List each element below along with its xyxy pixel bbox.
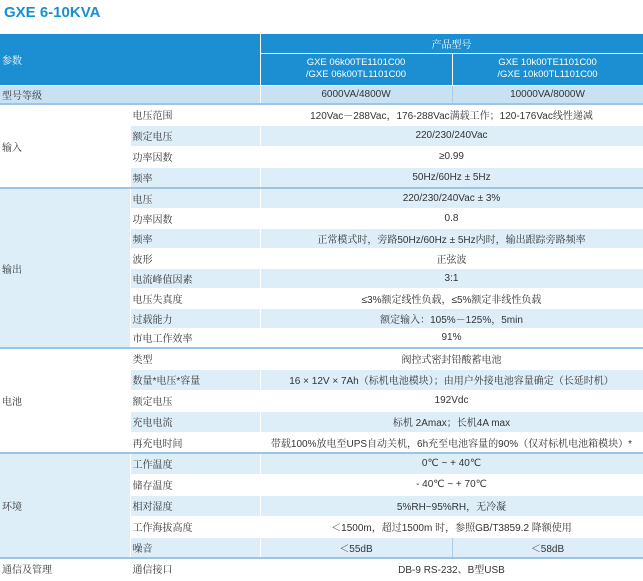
- output-row-value: ≤3%额定线性负载，≤5%额定非线性负载: [260, 288, 643, 308]
- output-row-value: 91%: [260, 328, 643, 348]
- environment-row-name: 相对湿度: [130, 495, 260, 516]
- environment-row: [0, 453, 643, 474]
- output-row-name: 电压失真度: [130, 288, 260, 308]
- input-row: [0, 104, 643, 125]
- rating-label: 型号等级: [0, 85, 260, 104]
- output-row-name: 波形: [130, 248, 260, 268]
- battery-row-value: 标机 2Amax；长机4A max: [260, 411, 643, 432]
- comm-category: 通信及管理: [0, 558, 130, 578]
- page-title: GXE 6-10KVA: [4, 4, 101, 21]
- output-row-value: 额定输入：105%－125%，5min: [260, 308, 643, 328]
- noise-label: 噪音: [130, 537, 260, 558]
- output-row-name: 频率: [130, 228, 260, 248]
- noise-a: ＜55dB: [260, 537, 452, 558]
- comm-row: [0, 558, 643, 578]
- table-header-row: [0, 34, 643, 53]
- battery-row-name: 类型: [130, 348, 260, 369]
- input-row-name: 额定电压: [130, 125, 260, 146]
- comm-row-value: DB-9 RS-232、B型USB: [260, 558, 643, 578]
- battery-category: 电池: [0, 348, 130, 453]
- model-b-line1: GXE 10k00TE1101C00: [498, 57, 597, 68]
- comm-row-name: 通信接口: [130, 558, 260, 578]
- output-row-name: 过载能力: [130, 308, 260, 328]
- environment-category: 环境: [0, 453, 130, 558]
- product-model-header: 产品型号: [260, 34, 643, 53]
- input-category: 输入: [0, 104, 130, 188]
- output-row: [0, 188, 643, 208]
- output-row-value: 3:1: [260, 268, 643, 288]
- rating-b: 10000VA/8000W: [452, 85, 643, 104]
- model-a-line2: /GXE 06k00TL1101C00: [305, 69, 407, 80]
- model-a-header: [260, 53, 452, 85]
- battery-row-name: 充电电流: [130, 411, 260, 432]
- battery-row: [0, 348, 643, 369]
- battery-row-name: 再充电时间: [130, 432, 260, 453]
- output-row-name: 电流峰值因素: [130, 268, 260, 288]
- battery-row-value: 阀控式密封铅酸蓄电池: [260, 348, 643, 369]
- battery-row-name: 额定电压: [130, 390, 260, 411]
- input-row-value: ≥0.99: [260, 146, 643, 167]
- environment-row-name: 工作海拔高度: [130, 516, 260, 537]
- environment-row-value: - 40℃ ~ + 70℃: [260, 474, 643, 495]
- input-row-name: 频率: [130, 167, 260, 188]
- input-row-name: 功率因数: [130, 146, 260, 167]
- output-row-value: 0.8: [260, 208, 643, 228]
- output-category: 输出: [0, 188, 130, 348]
- output-row-value: 正常模式时，旁路50Hz/60Hz ± 5Hz内时，输出跟踪旁路频率: [260, 228, 643, 248]
- environment-row-name: 储存温度: [130, 474, 260, 495]
- rating-row: [0, 85, 643, 104]
- input-row-value: 220/230/240Vac: [260, 125, 643, 146]
- output-row-name: 市电工作效率: [130, 328, 260, 348]
- input-row-value: 120Vac－288Vac，176-288Vac满载工作；120-176Vac线性递减: [260, 104, 643, 125]
- model-a-line1: GXE 06k00TE1101C00: [306, 57, 406, 68]
- environment-row-value: ＜1500m，超过1500m 时，参照GB/T3859.2 降额使用: [260, 516, 643, 537]
- output-row-name: 功率因数: [130, 208, 260, 228]
- model-b-header: [452, 53, 643, 85]
- output-row-name: 电压: [130, 188, 260, 208]
- environment-row-name: 工作温度: [130, 453, 260, 474]
- battery-row-value: 192Vdc: [260, 390, 643, 411]
- battery-row-value: 带载100%放电至UPS自动关机，6h充至电池容量的90%（仅对标机电池箱模块）*: [260, 432, 643, 453]
- input-row-value: 50Hz/60Hz ± 5Hz: [260, 167, 643, 188]
- spec-table: [0, 34, 643, 579]
- environment-row-value: 5%RH~95%RH，无冷凝: [260, 495, 643, 516]
- model-b-line2: /GXE 10k00TL1101C00: [497, 69, 598, 80]
- output-row-value: 正弦波: [260, 248, 643, 268]
- noise-b: ＜58dB: [452, 537, 643, 558]
- battery-row-name: 数量*电压*容量: [130, 369, 260, 390]
- environment-row-value: 0℃ ~ + 40℃: [260, 453, 643, 474]
- param-header: 参数: [0, 34, 260, 85]
- input-row-name: 电压范围: [130, 104, 260, 125]
- rating-a: 6000VA/4800W: [260, 85, 452, 104]
- battery-row-value: 16 × 12V × 7Ah（标机电池模块）；由用户外接电池容量确定（长延时机）: [260, 369, 643, 390]
- output-row-value: 220/230/240Vac ± 3%: [260, 188, 643, 208]
